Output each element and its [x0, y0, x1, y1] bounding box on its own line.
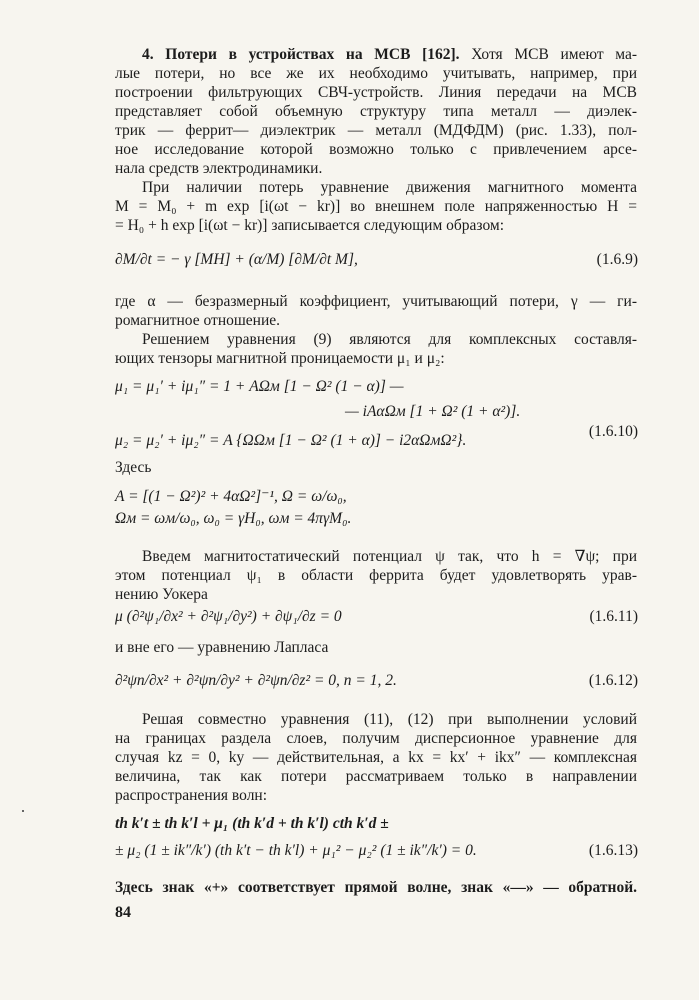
equation-number: (1.6.9) — [596, 251, 638, 268]
paragraph-text: Хотя МСВ имеют ма- — [471, 46, 638, 63]
paragraph-line: ющих тензоры магнитной проницаемости μ₁ и μ₂: — [115, 350, 445, 367]
equation-number: (1.6.13) — [588, 842, 638, 859]
paragraph-line: Введем магнитостатический потенциал ψ так, что h = ∇ψ; при — [142, 548, 637, 565]
paragraph-line: случая kz = 0, ky — действительная, а kx = kx′ + ikx″ — комплексная — [115, 749, 637, 766]
paragraph-line: Здесь — [115, 459, 152, 476]
paragraph-line: Решая совместно уравнения (11), (12) при выполнении условий — [142, 711, 637, 728]
paragraph-line: = H₀ + h exp [i(ωt − kr)] записывается следующим образом: — [115, 217, 505, 234]
scan-speck — [22, 810, 24, 812]
paragraph-line: величина, так как потери рассматриваем только в направлении — [115, 768, 637, 785]
closing-line: Здесь знак «+» соответствует прямой волне, знак «—» — обратной. — [115, 879, 637, 896]
paragraph-line: построении фильтрующих СВЧ-устройств. Линия передачи на МСВ — [115, 84, 637, 101]
equation-number: (1.6.11) — [589, 608, 638, 625]
equation-1-6-12: ∂²ψn/∂x² + ∂²ψn/∂y² + ∂²ψn/∂z² = 0, n = 1, 2. — [115, 672, 397, 689]
equation-number: (1.6.12) — [588, 672, 638, 689]
definition-line: Ωм = ωм/ω₀, ω₀ = γH₀, ωм = 4πγM₀. — [115, 510, 352, 527]
equation-1-6-10-line3: μ₂ = μ₂′ + iμ₂″ = A {ΩΩм [1 − Ω² (1 + α)] − i2αΩмΩ²}. — [115, 432, 467, 449]
paragraph-line: Решением уравнения (9) являются для комплексных составля- — [142, 331, 637, 348]
paragraph-line: нала средств электродинамики. — [115, 160, 323, 177]
equation-1-6-13-line1: th k′t ± th k′l + μ₁ (th k′d + th k′l) cth k′d ± — [115, 815, 389, 832]
paragraph-line: M = M₀ + m exp [i(ωt − kr)] во внешнем поле напряженностью H = — [115, 198, 637, 215]
paragraph-line: и вне его — уравнению Лапласа — [115, 639, 329, 656]
equation-1-6-9: ∂M/∂t = − γ [MH] + (α/M) [∂M/∂t M], — [115, 251, 358, 268]
section-heading-line — [142, 45, 637, 64]
equation-1-6-11: μ (∂²ψ₁/∂x² + ∂²ψ₁/∂y²) + ∂ψ₁/∂z = 0 — [115, 608, 342, 625]
definition-line: A = [(1 − Ω²)² + 4αΩ²]⁻¹, Ω = ω/ω₀, — [115, 488, 347, 505]
paragraph-line: этом потенциал ψ₁ в области феррита будет удовлетворять урав- — [115, 567, 637, 584]
paragraph-line: представляет собой объемную структуру типа металл — диэлек- — [115, 103, 637, 120]
equation-1-6-10-line2: — iAαΩм [1 + Ω² (1 + α²)]. — [345, 403, 521, 420]
paragraph-line: трик — феррит— диэлектрик — металл (МДФДМ) (рис. 1.33), пол- — [115, 122, 637, 139]
paragraph-line: лые потери, но все же их необходимо учитывать, например, при — [115, 65, 637, 82]
paragraph-line: При наличии потерь уравнение движения магнитного момента — [142, 179, 637, 196]
paragraph-line: ное исследование которой возможно только с привлечением арсе- — [115, 141, 637, 158]
section-heading: 4. Потери в устройствах на МСВ [162]. — [142, 46, 460, 63]
equation-1-6-10-line1: μ₁ = μ₁′ + iμ₁″ = 1 + AΩм [1 − Ω² (1 − α)] — — [115, 378, 404, 395]
paragraph-line: на границах раздела слоев, получим дисперсионное уравнение для — [115, 730, 637, 747]
page-number: 84 — [115, 904, 131, 921]
equation-number: (1.6.10) — [588, 423, 638, 440]
paragraph-line: нению Уокера — [115, 586, 208, 603]
paragraph-line: ромагнитное отношение. — [115, 312, 281, 329]
paragraph-line: где α — безразмерный коэффициент, учитывающий потери, γ — ги- — [115, 293, 637, 310]
paragraph-line: распространения волн: — [115, 787, 268, 804]
equation-1-6-13-line2: ± μ₂ (1 ± ik″/k′) (th k′t − th k′l) + μ₁² − μ₂² (1 ± ik″/k′) = 0. — [115, 842, 477, 859]
